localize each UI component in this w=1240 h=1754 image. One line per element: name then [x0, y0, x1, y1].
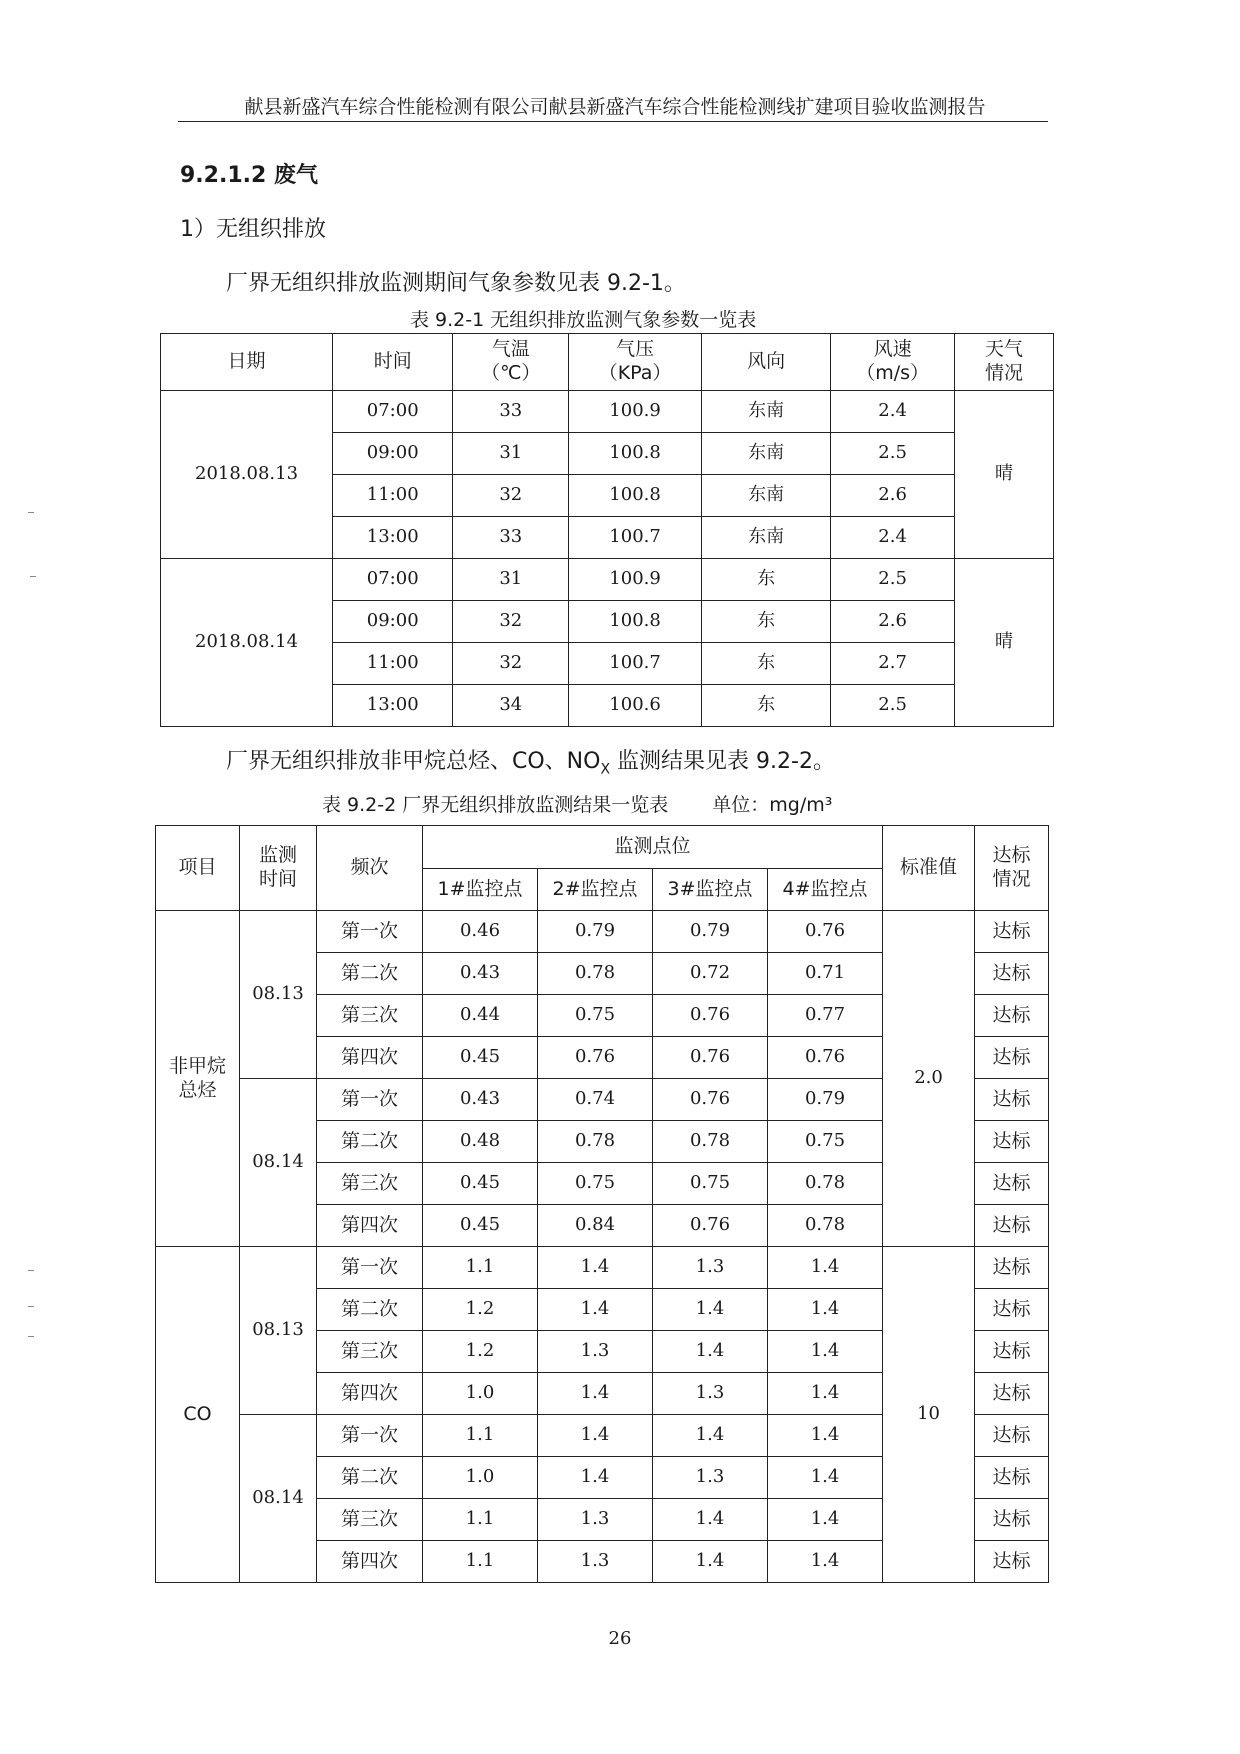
compliance-cell: 达标: [975, 1247, 1049, 1289]
frequency-cell: 第三次: [317, 1499, 423, 1541]
frequency-cell: 第二次: [317, 1121, 423, 1163]
value-cell-point-4: 0.77: [768, 995, 883, 1037]
compliance-cell: 达标: [975, 1415, 1049, 1457]
item-name-line1: 非甲烷: [168, 1054, 226, 1077]
para2-text-after: 监测结果见表 9.2-2。: [610, 749, 835, 774]
compliance-cell: 达标: [975, 1163, 1049, 1205]
pressure-cell: 100.9: [569, 559, 702, 601]
compliance-cell: 达标: [975, 1289, 1049, 1331]
value-cell-point-4: 0.75: [768, 1121, 883, 1163]
header-pressure-label: 气压: [616, 338, 655, 361]
para2-subscript: X: [600, 761, 611, 778]
value-cell-point-4: 1.4: [768, 1457, 883, 1499]
table-row: [156, 911, 1049, 953]
wind-speed-cell: 2.6: [831, 601, 955, 643]
value-cell-point-2: 1.3: [538, 1331, 653, 1373]
value-cell-point-3: 1.3: [653, 1373, 768, 1415]
header-wind-speed: [831, 334, 955, 391]
temp-cell: 31: [453, 433, 569, 475]
frequency-cell: 第二次: [317, 953, 423, 995]
value-cell-point-1: 1.2: [423, 1289, 538, 1331]
value-cell-point-3: 0.76: [653, 995, 768, 1037]
value-cell-point-2: 1.3: [538, 1499, 653, 1541]
value-cell-point-1: 1.1: [423, 1415, 538, 1457]
wind-dir-cell: 东南: [701, 391, 830, 433]
header-point-1: 1#监控点: [423, 869, 538, 911]
compliance-cell: 达标: [975, 1373, 1049, 1415]
section-title: 9.2.1.2 废气: [180, 163, 318, 188]
header-weather-line2: 情况: [984, 362, 1023, 384]
value-cell-point-3: 0.72: [653, 953, 768, 995]
wind-dir-cell: 东南: [701, 433, 830, 475]
wind-speed-cell: 2.5: [831, 559, 955, 601]
value-cell-point-4: 1.4: [768, 1331, 883, 1373]
subsection-title: 1）无组织排放: [180, 217, 326, 242]
value-cell-point-3: 0.76: [653, 1205, 768, 1247]
frequency-cell: 第四次: [317, 1373, 423, 1415]
header-pressure: [569, 334, 702, 391]
paragraph-weather-intro: 厂界无组织排放监测期间气象参数见表 9.2-1。: [226, 271, 686, 296]
wind-dir-cell: 东: [701, 685, 830, 727]
value-cell-point-1: 1.1: [423, 1541, 538, 1583]
frequency-cell: 第一次: [317, 1079, 423, 1121]
value-cell-point-4: 1.4: [768, 1541, 883, 1583]
value-cell-point-4: 0.76: [768, 911, 883, 953]
value-cell-point-2: 1.4: [538, 1457, 653, 1499]
frequency-cell: 第四次: [317, 1205, 423, 1247]
frequency-cell: 第三次: [317, 995, 423, 1037]
value-cell-point-3: 0.75: [653, 1163, 768, 1205]
frequency-cell: 第四次: [317, 1037, 423, 1079]
value-cell-point-2: 1.4: [538, 1415, 653, 1457]
pressure-cell: 100.7: [569, 517, 702, 559]
header-weather: [954, 334, 1053, 391]
header-frequency: 频次: [317, 826, 423, 911]
header-compliance-line1: 达标: [992, 844, 1031, 867]
time-cell: 09:00: [333, 433, 453, 475]
value-cell-point-3: 1.3: [653, 1247, 768, 1289]
page-number: 26: [608, 1628, 632, 1649]
header-temperature: [453, 334, 569, 391]
pressure-cell: 100.8: [569, 475, 702, 517]
standard-value-cell: 2.0: [883, 911, 975, 1247]
value-cell-point-2: 1.4: [538, 1247, 653, 1289]
value-cell-point-2: 0.79: [538, 911, 653, 953]
header-wind-speed-unit: （m/s）: [856, 362, 929, 384]
table2-caption: [322, 790, 832, 817]
value-cell-point-2: 0.75: [538, 1163, 653, 1205]
scan-mark: [28, 1336, 34, 1337]
value-cell-point-3: 1.3: [653, 1457, 768, 1499]
value-cell-point-3: 0.78: [653, 1121, 768, 1163]
table1-caption: 表 9.2-1 无组织排放监测气象参数一览表: [410, 309, 757, 331]
header-compliance: [975, 826, 1049, 911]
compliance-cell: 达标: [975, 1121, 1049, 1163]
compliance-cell: 达标: [975, 911, 1049, 953]
value-cell-point-3: 1.4: [653, 1331, 768, 1373]
table-row: [161, 391, 1054, 433]
pressure-cell: 100.7: [569, 643, 702, 685]
compliance-cell: 达标: [975, 1037, 1049, 1079]
table1-header-row: [161, 334, 1054, 391]
temp-cell: 32: [453, 475, 569, 517]
value-cell-point-1: 0.43: [423, 1079, 538, 1121]
header-monitor-time-line2: 时间: [258, 868, 297, 890]
wind-dir-cell: 东: [701, 559, 830, 601]
compliance-cell: 达标: [975, 953, 1049, 995]
weather-cell: 晴: [954, 559, 1053, 727]
compliance-cell: 达标: [975, 1331, 1049, 1373]
scan-mark: [30, 576, 36, 577]
value-cell-point-2: 1.4: [538, 1373, 653, 1415]
value-cell-point-4: 0.79: [768, 1079, 883, 1121]
value-cell-point-2: 0.75: [538, 995, 653, 1037]
header-rule: [178, 121, 1048, 122]
value-cell-point-4: 0.78: [768, 1163, 883, 1205]
table-row: [161, 559, 1054, 601]
paragraph-results-intro: [226, 744, 835, 777]
value-cell-point-2: 0.78: [538, 1121, 653, 1163]
frequency-cell: 第四次: [317, 1541, 423, 1583]
temp-cell: 33: [453, 517, 569, 559]
value-cell-point-2: 0.74: [538, 1079, 653, 1121]
monitor-date-cell: 08.13: [240, 1247, 317, 1415]
time-cell: 13:00: [333, 517, 453, 559]
frequency-cell: 第三次: [317, 1331, 423, 1373]
value-cell-point-2: 0.76: [538, 1037, 653, 1079]
wind-speed-cell: 2.7: [831, 643, 955, 685]
value-cell-point-3: 0.76: [653, 1079, 768, 1121]
compliance-cell: 达标: [975, 1499, 1049, 1541]
header-point-3: 3#监控点: [653, 869, 768, 911]
value-cell-point-3: 0.76: [653, 1037, 768, 1079]
table2-body: [156, 911, 1049, 1583]
standard-value-cell: 10: [883, 1247, 975, 1583]
pressure-cell: 100.8: [569, 433, 702, 475]
item-name-line1: CO: [183, 1402, 212, 1425]
compliance-cell: 达标: [975, 1457, 1049, 1499]
value-cell-point-2: 1.4: [538, 1289, 653, 1331]
date-cell: 2018.08.14: [161, 559, 333, 727]
wind-dir-cell: 东南: [701, 517, 830, 559]
wind-speed-cell: 2.6: [831, 475, 955, 517]
date-cell: 2018.08.13: [161, 391, 333, 559]
time-cell: 11:00: [333, 643, 453, 685]
value-cell-point-1: 1.2: [423, 1331, 538, 1373]
value-cell-point-3: 1.4: [653, 1499, 768, 1541]
value-cell-point-4: 1.4: [768, 1247, 883, 1289]
value-cell-point-2: 0.78: [538, 953, 653, 995]
wind-dir-cell: 东: [701, 601, 830, 643]
compliance-cell: 达标: [975, 1205, 1049, 1247]
value-cell-point-3: 1.4: [653, 1541, 768, 1583]
value-cell-point-1: 0.45: [423, 1037, 538, 1079]
value-cell-point-2: 0.84: [538, 1205, 653, 1247]
frequency-cell: 第二次: [317, 1289, 423, 1331]
running-header: 献县新盛汽车综合性能检测有限公司献县新盛汽车综合性能检测线扩建项目验收监测报告: [244, 96, 986, 118]
monitor-date-cell: 08.14: [240, 1415, 317, 1583]
item-name-cell: [156, 911, 240, 1247]
wind-speed-cell: 2.4: [831, 391, 955, 433]
wind-speed-cell: 2.5: [831, 685, 955, 727]
frequency-cell: 第一次: [317, 1247, 423, 1289]
header-monitor-time-line1: 监测: [258, 844, 297, 867]
value-cell-point-1: 1.0: [423, 1373, 538, 1415]
pressure-cell: 100.6: [569, 685, 702, 727]
value-cell-point-3: 0.79: [653, 911, 768, 953]
wind-speed-cell: 2.5: [831, 433, 955, 475]
header-temperature-label: 气温: [491, 338, 530, 361]
value-cell-point-4: 1.4: [768, 1289, 883, 1331]
table2-header-row: [156, 826, 1049, 869]
header-wind-speed-label: 风速: [873, 338, 912, 361]
time-cell: 07:00: [333, 559, 453, 601]
temp-cell: 33: [453, 391, 569, 433]
time-cell: 07:00: [333, 391, 453, 433]
pressure-cell: 100.8: [569, 601, 702, 643]
time-cell: 13:00: [333, 685, 453, 727]
monitoring-results-table: [155, 825, 1049, 1583]
header-wind-direction: 风向: [701, 334, 830, 391]
frequency-cell: 第三次: [317, 1163, 423, 1205]
time-cell: 09:00: [333, 601, 453, 643]
header-item: 项目: [156, 826, 240, 911]
weather-cell: 晴: [954, 391, 1053, 559]
header-pressure-unit: （KPa）: [598, 362, 672, 384]
table2-caption-title: 表 9.2-2 厂界无组织排放监测结果一览表: [322, 794, 669, 816]
temp-cell: 34: [453, 685, 569, 727]
scan-mark: [28, 512, 34, 513]
item-name-cell: [156, 1247, 240, 1583]
value-cell-point-1: 1.1: [423, 1499, 538, 1541]
value-cell-point-1: 0.48: [423, 1121, 538, 1163]
scan-mark: [28, 1306, 34, 1307]
frequency-cell: 第一次: [317, 1415, 423, 1457]
monitor-date-cell: 08.13: [240, 911, 317, 1079]
frequency-cell: 第一次: [317, 911, 423, 953]
value-cell-point-2: 1.3: [538, 1541, 653, 1583]
value-cell-point-4: 1.4: [768, 1499, 883, 1541]
value-cell-point-1: 0.46: [423, 911, 538, 953]
wind-speed-cell: 2.4: [831, 517, 955, 559]
wind-dir-cell: 东: [701, 643, 830, 685]
value-cell-point-1: 1.0: [423, 1457, 538, 1499]
table-row: [156, 1247, 1049, 1289]
item-name-line2: 总烃: [178, 1078, 217, 1101]
pressure-cell: 100.9: [569, 391, 702, 433]
header-temperature-unit: （℃）: [481, 362, 541, 384]
value-cell-point-1: 0.43: [423, 953, 538, 995]
monitor-date-cell: 08.14: [240, 1079, 317, 1247]
header-monitor-time: [240, 826, 317, 911]
value-cell-point-4: 0.76: [768, 1037, 883, 1079]
compliance-cell: 达标: [975, 1541, 1049, 1583]
header-monitoring-points: 监测点位: [423, 826, 883, 869]
header-point-4: 4#监控点: [768, 869, 883, 911]
para2-text-before: 厂界无组织排放非甲烷总烃、CO、NO: [226, 749, 601, 774]
header-compliance-line2: 情况: [992, 868, 1031, 890]
temp-cell: 32: [453, 643, 569, 685]
header-time: 时间: [333, 334, 453, 391]
value-cell-point-4: 1.4: [768, 1415, 883, 1457]
frequency-cell: 第二次: [317, 1457, 423, 1499]
header-date: 日期: [161, 334, 333, 391]
table2-unit: 单位：mg/m³: [712, 794, 833, 816]
time-cell: 11:00: [333, 475, 453, 517]
value-cell-point-1: 1.1: [423, 1247, 538, 1289]
wind-dir-cell: 东南: [701, 475, 830, 517]
header-point-2: 2#监控点: [538, 869, 653, 911]
scan-mark: [28, 1270, 34, 1271]
temp-cell: 31: [453, 559, 569, 601]
weather-parameters-table: [160, 333, 1054, 727]
header-weather-line1: 天气: [984, 338, 1023, 361]
value-cell-point-4: 0.78: [768, 1205, 883, 1247]
value-cell-point-3: 1.4: [653, 1289, 768, 1331]
value-cell-point-1: 0.45: [423, 1163, 538, 1205]
value-cell-point-1: 0.44: [423, 995, 538, 1037]
value-cell-point-3: 1.4: [653, 1415, 768, 1457]
value-cell-point-4: 0.71: [768, 953, 883, 995]
compliance-cell: 达标: [975, 1079, 1049, 1121]
temp-cell: 32: [453, 601, 569, 643]
compliance-cell: 达标: [975, 995, 1049, 1037]
value-cell-point-1: 0.45: [423, 1205, 538, 1247]
value-cell-point-4: 1.4: [768, 1373, 883, 1415]
header-standard: 标准值: [883, 826, 975, 911]
